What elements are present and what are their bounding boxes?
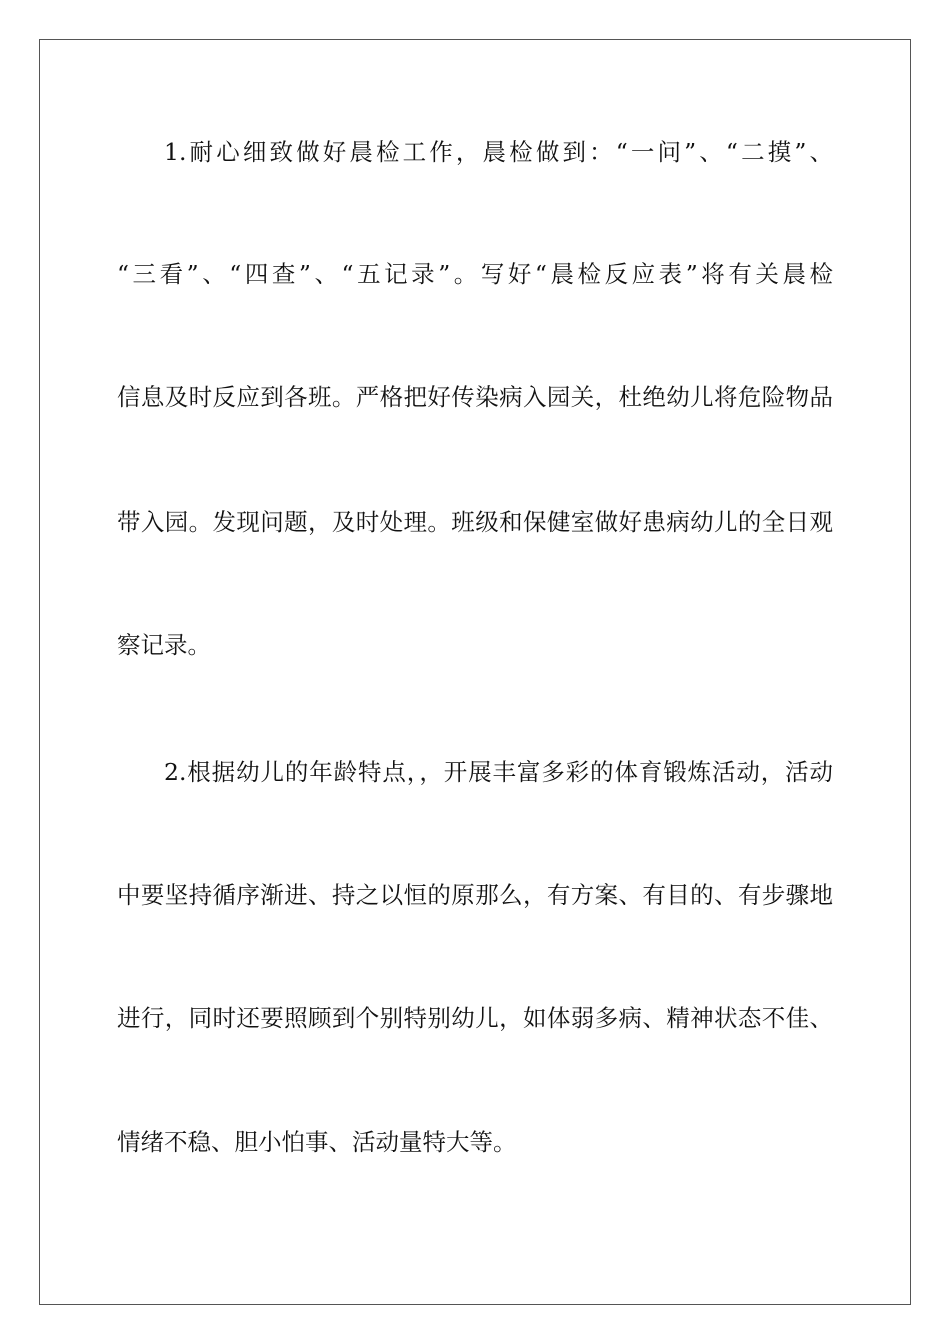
paragraph-1-line-3: 信息及时反应到各班。严格把好传染病入园关，杜绝幼儿将危险物品 <box>117 383 833 411</box>
paragraph-2-line-3: 进行，同时还要照顾到个别特别幼儿，如体弱多病、精神状态不佳、 <box>117 1004 833 1032</box>
paragraph-2-line-4: 情绪不稳、胆小怕事、活动量特大等。 <box>117 1128 517 1156</box>
paragraph-1-line-1: 1.耐心细致做好晨检工作，晨检做到：“一问”、“二摸”、 <box>164 138 833 166</box>
paragraph-2-line-2: 中要坚持循序渐进、持之以恒的原那么，有方案、有目的、有步骤地 <box>117 881 833 909</box>
paragraph-1-line-2: “三看”、“四查”、“五记录”。写好“晨检反应表”将有关晨检 <box>117 260 833 288</box>
paragraph-1-line-4: 带入园。发现问题，及时处理。班级和保健室做好患病幼儿的全日观 <box>117 508 833 536</box>
paragraph-1-line-5: 察记录。 <box>117 631 211 659</box>
page-frame <box>39 39 911 1305</box>
paragraph-2-line-1: 2.根据幼儿的年龄特点，，开展丰富多彩的体育锻炼活动，活动 <box>164 758 833 786</box>
